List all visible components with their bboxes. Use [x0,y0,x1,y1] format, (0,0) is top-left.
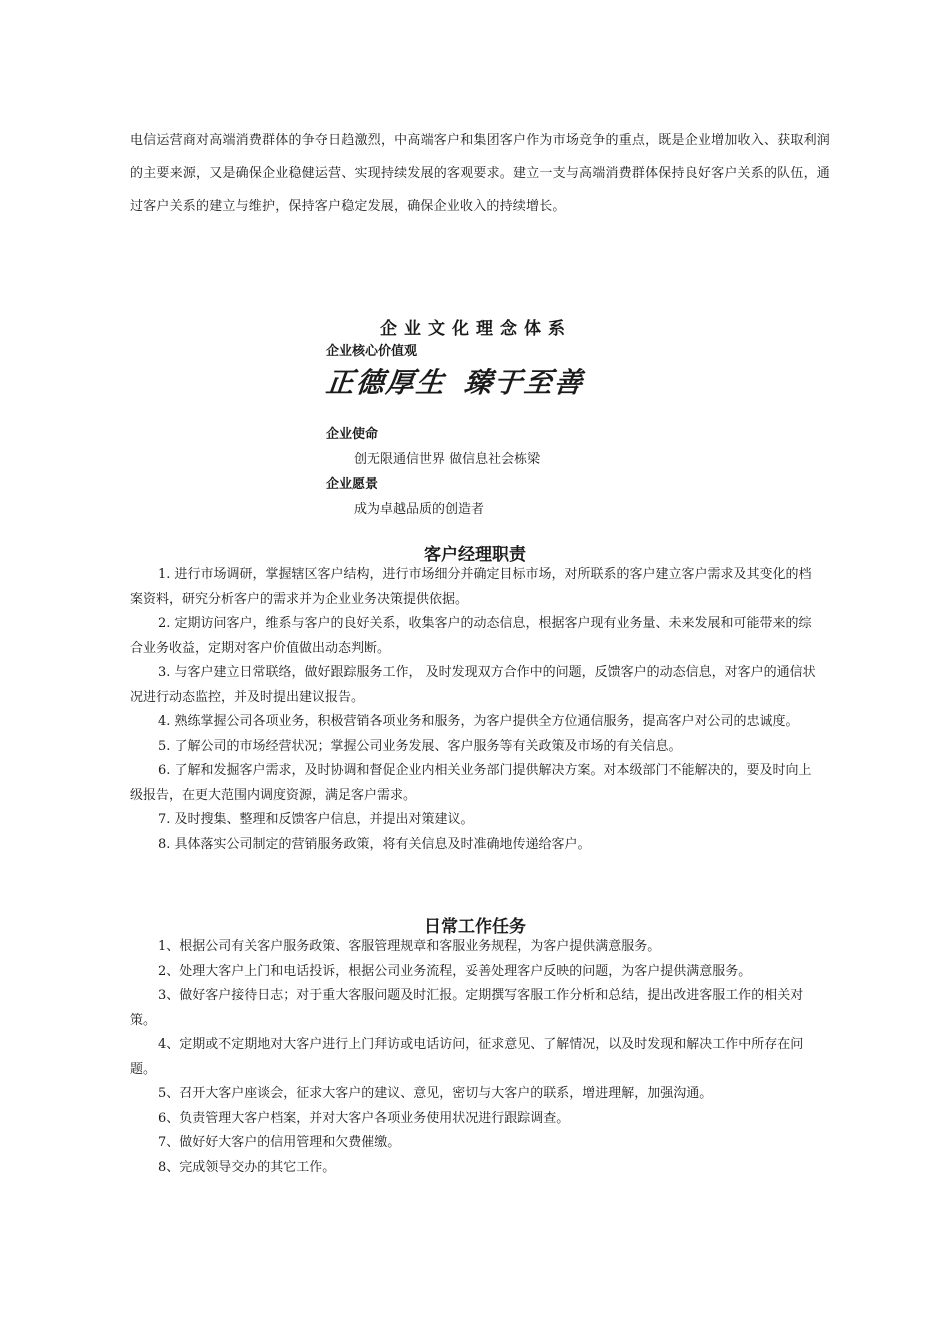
task-item: 3、做好客户接待日志；对于重大客服问题及时汇报。定期撰写客服工作分析和总结，提出改进客服工作的相关对策。 [130,988,804,1028]
duty-item: 7. 及时搜集、整理和反馈客户信息，并提出对策建议。 [158,812,474,827]
duty-item: 5. 了解公司的市场经营状况；掌握公司业务发展、客户服务等有关政策及市场的有关信息。 [158,738,682,754]
task-item: 4、定期或不定期地对大客户进行上门拜访或电话访问，征求意见、了解情况，以及时发现和解决工作中所存在问题。 [130,1037,804,1077]
duties-list [130,563,822,857]
task-item: 5、召开大客户座谈会，征求大客户的建议、意见，密切与大客户的联系，增进理解，加强沟通。 [158,1086,713,1101]
core-value-part2: 臻于至善 [462,366,586,399]
duty-item: 2. 定期访问客户，维系与客户的良好关系，收集客户的动态信息，根据客户现有业务量、未来发展和可能带来的综合业务收益，定期对客户价值做出动态判断。 [130,616,812,656]
duty-item: 8. 具体落实公司制定的营销服务政策，将有关信息及时准确地传递给客户。 [158,836,591,852]
vision-label: 企业愿景 [326,477,379,492]
intro-paragraph: 电信运营商对高端消费群体的争夺日趋激烈，中高端客户和集团客户作为市场竞争的重点，既是企业增加收入、获取利润的主要来源，又是确保企业稳健运营、实现持续发展的客观要求。建立一支与高端消费群体保持良好客户关系的队伍，通过客户关系的建立与维护，保持客户稳定发展，确保企业收入的持续增长。 [130,133,830,214]
mission-label: 企业使命 [326,427,379,442]
task-item: 1、根据公司有关客户服务政策、客服管理规章和客服业务规程，为客户提供满意服务。 [158,939,661,954]
core-value-calligraphy [324,363,748,403]
duty-item: 1. 进行市场调研，掌握辖区客户结构，进行市场细分并确定目标市场，对所联系的客户建立客户需求及其变化的档案资料，研究分析客户的需求并为企业业务决策提供依据。 [130,567,812,607]
task-item: 7、做好好大客户的信用管理和欠费催缴。 [158,1135,401,1150]
culture-block [326,343,746,523]
task-item: 8、完成领导交办的其它工作。 [158,1159,336,1175]
duty-item: 3. 与客户建立日常联络，做好跟踪服务工作， 及时发现双方合作中的问题，反馈客户的动态信息，对客户的通信状况进行动态监控，并及时提出建议报告。 [130,665,816,705]
duties-title: 客户经理职责 [424,545,526,565]
tasks-title: 日常工作任务 [424,917,526,937]
duty-item: 6. 了解和发掘客户需求，及时协调和督促企业内相关业务部门提供解决方案。对本级部门不能解决的，要及时向上级报告，在更大范围内调度资源，满足客户需求。 [130,763,812,803]
culture-title: 企业文化理念体系 [380,319,572,339]
core-value-part1: 正德厚生 [324,366,448,399]
tasks-list [130,935,822,1180]
duty-item: 4. 熟练掌握公司各项业务，积极营销各项业务和服务，为客户提供全方位通信服务，提高客户对公司的忠诚度。 [158,714,799,729]
core-value-label: 企业核心价值观 [326,344,418,359]
task-item: 2、处理大客户上门和电话投诉，根据公司业务流程，妥善处理客户反映的问题，为客户提供满意服务。 [158,963,752,979]
vision-text: 成为卓越品质的创造者 [354,502,485,517]
task-item: 6、负责管理大客户档案，并对大客户各项业务使用状况进行跟踪调查。 [158,1110,570,1126]
mission-text: 创无限通信世界 做信息社会栋梁 [354,452,541,467]
